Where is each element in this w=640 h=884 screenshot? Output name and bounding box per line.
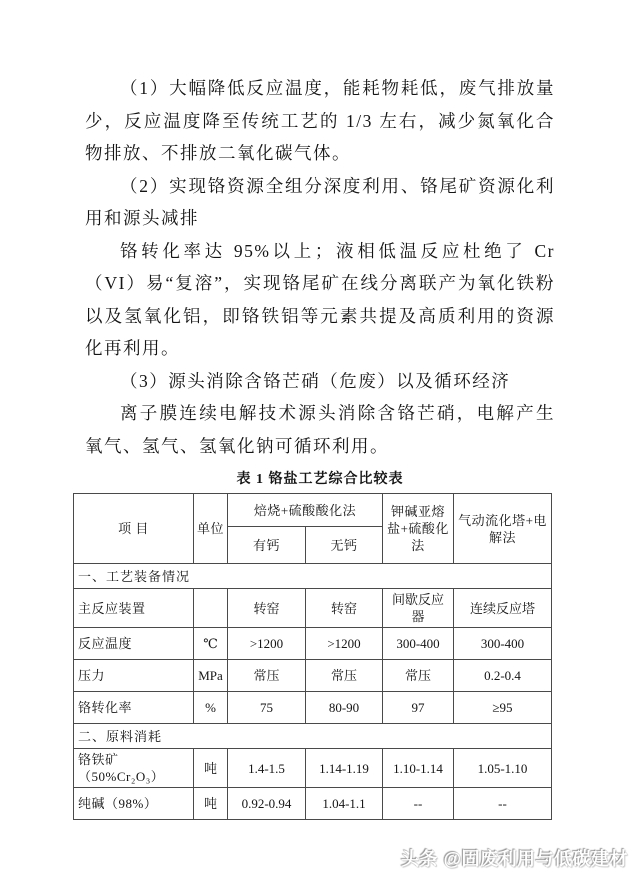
row-value: 常压 <box>383 660 454 692</box>
row-value: 300-400 <box>383 628 454 660</box>
row-value: 75 <box>228 692 306 724</box>
header-cell-potash-molten-salt: 钾碱亚熔盐+硫酸化法 <box>383 494 454 564</box>
paragraph: 离子膜连续电解技术源头消除含铬芒硝，电解产生氧气、氢气、氢氧化钠可循环利用。 <box>85 403 555 456</box>
header-cell-item: 项 目 <box>74 494 194 564</box>
row-unit: ℃ <box>194 628 228 660</box>
header-cell-with-calcium: 有钙 <box>228 527 306 564</box>
header-cell-roasting-group: 焙烧+硫酸酸化法 <box>228 494 383 527</box>
paragraph: （3）源头消除含铬芒硝（危废）以及循环经济 <box>120 370 511 391</box>
row-value: 1.10-1.14 <box>383 749 454 788</box>
header-cell-without-calcium: 无钙 <box>306 527 383 564</box>
toutiao-watermark: 头条 @固废利用与低碳建材 <box>400 849 628 869</box>
section-label: 一、工艺装备情况 <box>74 564 552 589</box>
row-label: 纯碱（98%） <box>74 788 194 820</box>
section-label: 二、原料消耗 <box>74 724 552 749</box>
row-unit: 吨 <box>194 749 228 788</box>
process-comparison-table <box>73 493 552 820</box>
paragraph: （1）大幅降低反应温度，能耗物耗低，废气排放量少，反应温度降至传统工艺的 1/3 左右，减少氮氧化合物排放、不排放二氧化碳气体。 <box>85 78 555 163</box>
table-row <box>74 788 552 820</box>
paragraph: 铬转化率达 95%以上；液相低温反应杜绝了 Cr（VI）易“复溶”，实现铬尾矿在线分离联产为氧化铁粉以及氢氧化铝，即铬铁铝等元素共提及高质利用的资源化再利用。 <box>85 240 555 358</box>
table-row <box>74 589 552 628</box>
section-row <box>74 564 552 589</box>
row-value: 97 <box>383 692 454 724</box>
row-value: 常压 <box>306 660 383 692</box>
table-row <box>74 692 552 724</box>
row-value: 300-400 <box>454 628 552 660</box>
row-label: 反应温度 <box>74 628 194 660</box>
row-value: >1200 <box>306 628 383 660</box>
row-label: 铬转化率 <box>74 692 194 724</box>
row-value: ≥95 <box>454 692 552 724</box>
row-label: 压力 <box>74 660 194 692</box>
row-value: 间歇反应器 <box>383 589 454 628</box>
row-unit: 吨 <box>194 788 228 820</box>
row-value: -- <box>454 788 552 820</box>
table-caption: 表 1 铬盐工艺综合比较表 <box>236 472 404 487</box>
section-row <box>74 724 552 749</box>
row-value: 1.4-1.5 <box>228 749 306 788</box>
row-value: 连续反应塔 <box>454 589 552 628</box>
row-value: 转窑 <box>306 589 383 628</box>
header-cell-pneumatic-electrolysis: 气动流化塔+电解法 <box>454 494 552 564</box>
paragraph: （2）实现铬资源全组分深度利用、铬尾矿资源化利用和源头减排 <box>85 175 555 228</box>
row-value: 1.04-1.1 <box>306 788 383 820</box>
table-row <box>74 749 552 788</box>
row-value: >1200 <box>228 628 306 660</box>
body-text <box>85 72 555 462</box>
table-row <box>74 660 552 692</box>
row-label: 主反应装置 <box>74 589 194 628</box>
row-value: 0.2-0.4 <box>454 660 552 692</box>
row-value: 常压 <box>228 660 306 692</box>
header-cell-unit: 单位 <box>194 494 228 564</box>
row-value: -- <box>383 788 454 820</box>
table-container <box>73 493 551 820</box>
table-row <box>74 628 552 660</box>
row-value: 1.14-1.19 <box>306 749 383 788</box>
row-value: 1.05-1.10 <box>454 749 552 788</box>
row-unit <box>194 589 228 628</box>
row-unit: % <box>194 692 228 724</box>
row-value: 0.92-0.94 <box>228 788 306 820</box>
row-value: 80-90 <box>306 692 383 724</box>
row-unit: MPa <box>194 660 228 692</box>
row-label: 铬铁矿（50%Cr₂O₃） <box>74 749 194 788</box>
row-value: 转窑 <box>228 589 306 628</box>
